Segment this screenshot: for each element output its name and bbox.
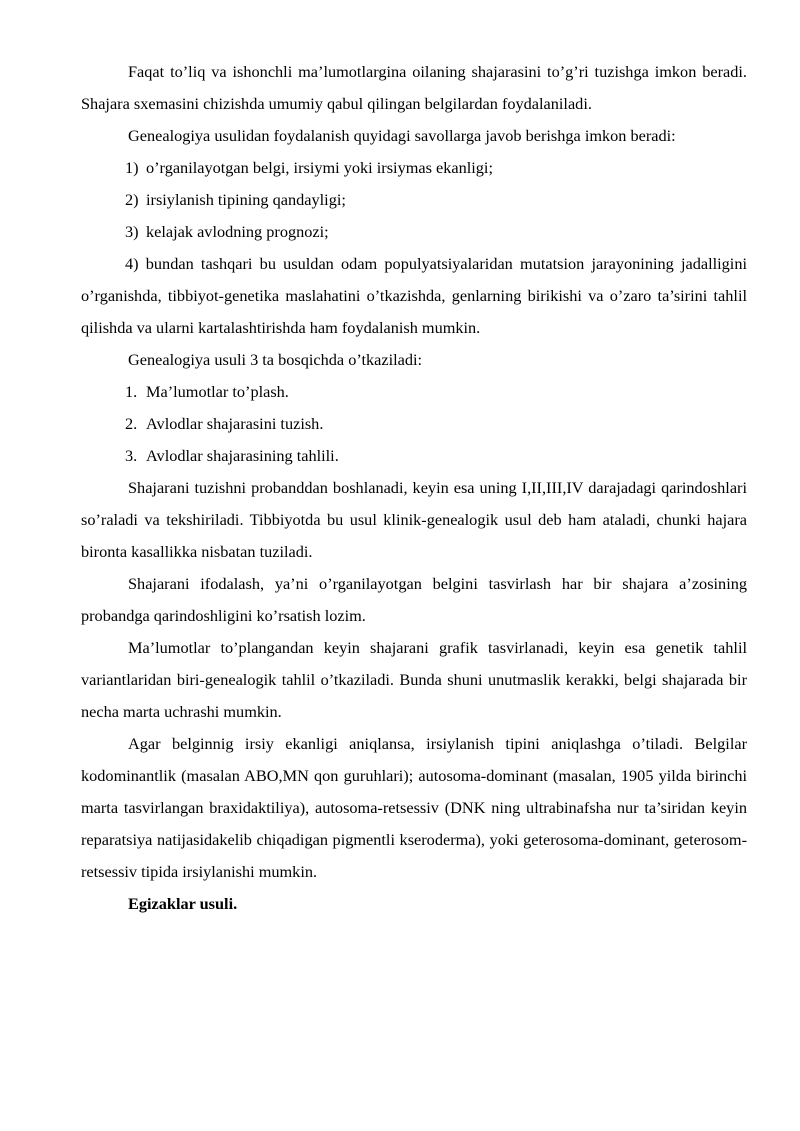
paragraph-proband: Shajarani tuzishni probanddan boshlanadi, keyin esa uning I,II,III,IV darajadagi qarindoshlari so’raladi va tekshiriladi. Tibbiyotda bu usul klinik-genealogik usul deb ham ataladi, chunki hajara bironta kasallikka nisbatan tuziladi. (81, 478, 747, 561)
list-number: 2) (125, 190, 139, 209)
list-item-text: irsiylanish tipining qandayligi; (146, 190, 346, 209)
list-item-text: Avlodlar shajarasining tahlili. (146, 446, 339, 465)
paragraph-representation: Shajarani ifodalash, ya’ni o’rganilayotgan belgini tasvirlash har bir shajara a’zosining probandga qarindoshligini ko’rsatish lozim. (81, 574, 747, 625)
paragraph-stages-intro: Genealogiya usuli 3 ta bosqichda o’tkaziladi: (128, 350, 423, 369)
section-heading: Egizaklar usuli. (128, 894, 238, 913)
paragraph-genealogy-questions-intro: Genealogiya usulidan foydalanish quyidagi savollarga javob berishga imkon beradi: (128, 126, 676, 145)
list-item (81, 440, 747, 472)
list-item (81, 184, 747, 216)
paragraph-analysis: Ma’lumotlar to’plangandan keyin shajarani grafik tasvirlanadi, keyin esa genetik tahlil variantlaridan biri-genealogik tahlil o’tkaziladi. Bunda shuni unutmaslik kerakki, belgi shajarada bir necha marta uchrashi mumkin. (81, 638, 747, 721)
list-number: 1) (125, 158, 139, 177)
paragraph-inheritance-types: Agar belginnig irsiy ekanligi aniqlansa, irsiylanish tipini aniqlashga o’tiladi. Belgilar kodominantlik (masalan ABO,MN qon guruhlari); autosoma-dominant (masalan, 1905 yilda birinchi marta tasvirlangan braxidaktiliya), autosoma-retsessiv (DNK ning ultrabinafsha nur ta’siridan keyin reparatsiya natijasidakelib chiqadigan pigmentli kseroderma), yoki geterosoma-dominant, geterosom-retsessiv tipida irsiylanishi mumkin. (81, 734, 747, 881)
list-item (81, 216, 747, 248)
list-number: 3. (125, 446, 138, 465)
document-body (81, 56, 747, 920)
list-item (81, 376, 747, 408)
list-item-text: Ma’lumotlar to’plash. (146, 382, 289, 401)
list-item (81, 408, 747, 440)
paragraph-intro: Faqat to’liq va ishonchli ma’lumotlargina oilaning shajarasini to’g’ri tuzishga imkon beradi. Shajara sxemasini chizishda umumiy qabul qilingan belgilardan foydalaniladi. (81, 62, 747, 113)
list-item-text: Avlodlar shajarasini tuzish. (146, 414, 324, 433)
list-number: 3) (125, 222, 139, 241)
list-item-4: 4) bundan tashqari bu usuldan odam populyatsiyalaridan mutatsion jarayonining jadalligini o’rganishda, tibbiyot-genetika maslahatini o’tkazishda, genlarning birikishi va o’zaro ta’sirini tahlil qilishda va ularni kartalashtirishda ham foydalanish mumkin. (81, 254, 747, 337)
list-number: 2. (125, 414, 138, 433)
list-item-text: o’rganilayotgan belgi, irsiymi yoki irsiymas ekanligi; (146, 158, 493, 177)
list-number: 1. (125, 382, 138, 401)
list-item (81, 152, 747, 184)
list-item-text: kelajak avlodning prognozi; (146, 222, 329, 241)
